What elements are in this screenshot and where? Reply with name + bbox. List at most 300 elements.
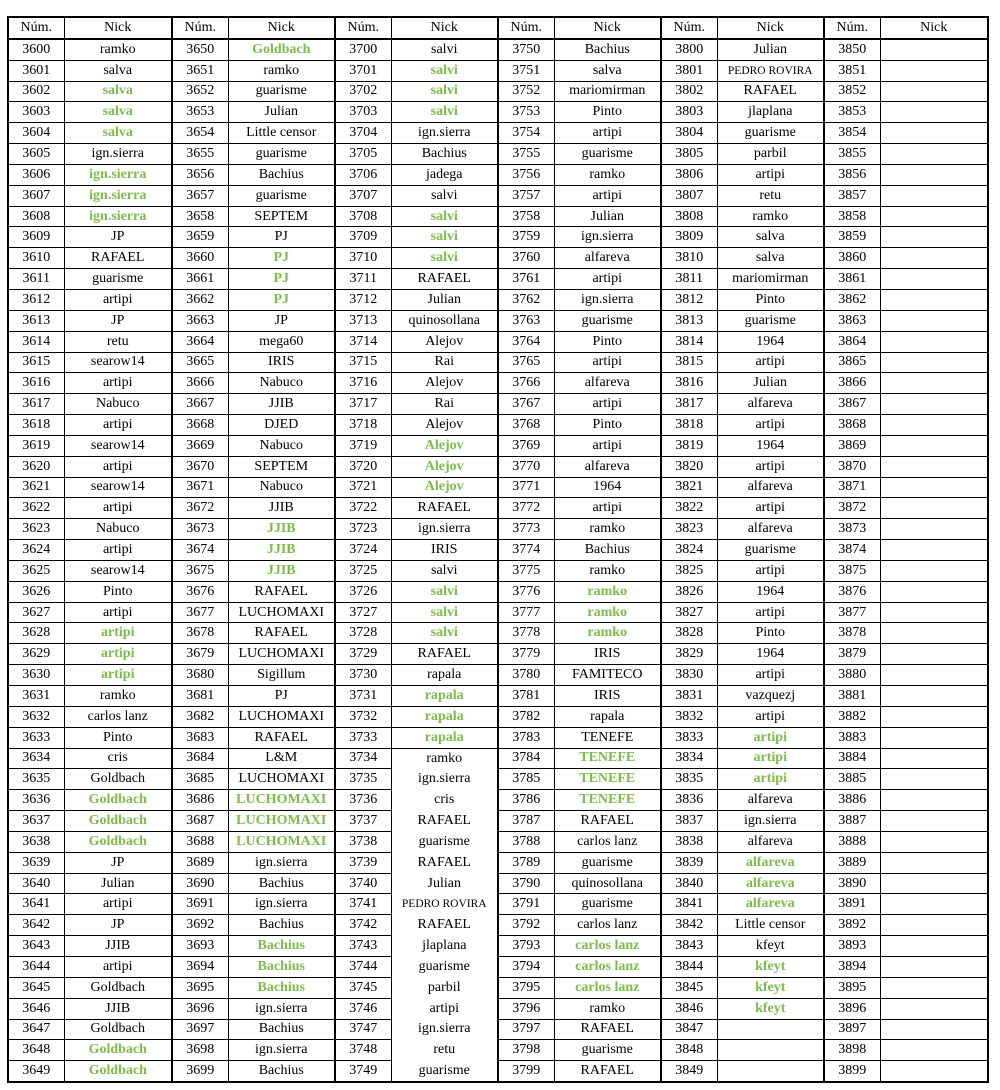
entry-number: 3614 xyxy=(8,331,64,352)
entry-number: 3897 xyxy=(824,1019,880,1040)
entry-number: 3898 xyxy=(824,1040,880,1061)
entry-number: 3701 xyxy=(335,60,391,81)
table-row xyxy=(8,102,988,123)
entry-number: 3851 xyxy=(824,60,880,81)
entry-number: 3763 xyxy=(498,310,554,331)
entry-number: 3647 xyxy=(8,1019,64,1040)
entry-nick: kfeyt xyxy=(717,936,824,957)
entry-nick xyxy=(880,331,988,352)
entry-number: 3869 xyxy=(824,435,880,456)
entry-nick xyxy=(880,248,988,269)
entry-nick: PEDRO ROVIRA xyxy=(717,60,824,81)
entry-number: 3621 xyxy=(8,477,64,498)
entry-number: 3601 xyxy=(8,60,64,81)
entry-nick: Pinto xyxy=(64,581,172,602)
header-num: Núm. xyxy=(498,17,554,39)
entry-number: 3677 xyxy=(172,602,228,623)
entry-nick xyxy=(880,144,988,165)
entry-number: 3801 xyxy=(661,60,717,81)
entry-nick: salvi xyxy=(391,39,498,60)
entry-nick xyxy=(880,665,988,686)
entry-nick: Alejov xyxy=(391,435,498,456)
entry-number: 3826 xyxy=(661,581,717,602)
entry-number: 3771 xyxy=(498,477,554,498)
entry-nick: kfeyt xyxy=(717,977,824,998)
entry-nick: guarisme xyxy=(554,1040,661,1061)
entry-nick: quinosollana xyxy=(391,310,498,331)
table-row xyxy=(8,498,988,519)
table-row xyxy=(8,769,988,790)
header-nick: Nick xyxy=(228,17,335,39)
entry-number: 3635 xyxy=(8,769,64,790)
entry-nick: guarisme xyxy=(64,269,172,290)
entry-nick: TENEFE xyxy=(554,790,661,811)
entry-nick: JP xyxy=(228,310,335,331)
entry-number: 3867 xyxy=(824,394,880,415)
entry-number: 3765 xyxy=(498,352,554,373)
entry-number: 3709 xyxy=(335,227,391,248)
entry-number: 3875 xyxy=(824,560,880,581)
entry-nick: parbil xyxy=(427,979,461,995)
entry-number: 3755 xyxy=(498,144,554,165)
entry-number: 3655 xyxy=(172,144,228,165)
entry-number: 3711 xyxy=(335,269,391,290)
entry-number: 3756 xyxy=(498,164,554,185)
entry-number: 3899 xyxy=(824,1061,880,1082)
entry-number: 3651 xyxy=(172,60,228,81)
entry-number: 3762 xyxy=(498,289,554,310)
entry-nick xyxy=(880,560,988,581)
entry-number: 3882 xyxy=(824,706,880,727)
entry-nick xyxy=(880,394,988,415)
entry-number: 3809 xyxy=(661,227,717,248)
entry-nick: ign.sierra xyxy=(418,1021,471,1037)
entry-number: 3622 xyxy=(8,498,64,519)
entry-number: 3712 xyxy=(335,289,391,310)
entry-nick xyxy=(880,540,988,561)
entry-number: 3774 xyxy=(498,540,554,561)
entry-nick xyxy=(880,39,988,60)
entry-nick: carlos lanz xyxy=(554,915,661,936)
entry-number: 3842 xyxy=(661,915,717,936)
entry-nick: artipi xyxy=(554,394,661,415)
entry-nick: ign.sierra xyxy=(64,144,172,165)
entry-nick: Nabuco xyxy=(64,394,172,415)
entry-nick: RAFAEL xyxy=(228,727,335,748)
entry-nick: RAFAEL xyxy=(554,811,661,832)
entry-nick: IRIS xyxy=(228,352,335,373)
entry-number: 3768 xyxy=(498,415,554,436)
entry-nick: TENEFE xyxy=(554,769,661,790)
entry-nick xyxy=(880,352,988,373)
entry-nick xyxy=(880,123,988,144)
table-row xyxy=(8,831,988,852)
entry-number: 3865 xyxy=(824,352,880,373)
entry-number: 3644 xyxy=(8,956,64,977)
entry-number: 3825 xyxy=(661,560,717,581)
entry-number: 3893 xyxy=(824,936,880,957)
entry-nick: JJIB xyxy=(228,540,335,561)
entry-number: 3743 xyxy=(335,936,391,957)
entry-number: 3887 xyxy=(824,811,880,832)
entry-nick: searow14 xyxy=(64,352,172,373)
entry-number: 3667 xyxy=(172,394,228,415)
entry-nick: kfeyt xyxy=(717,956,824,977)
entry-nick: guarisme xyxy=(717,123,824,144)
entry-number: 3615 xyxy=(8,352,64,373)
entry-nick: Goldbach xyxy=(64,831,172,852)
entry-number: 3680 xyxy=(172,665,228,686)
entry-nick: L&M xyxy=(228,748,335,769)
entry-nick: Goldbach xyxy=(64,1061,172,1082)
entry-nick: artipi xyxy=(554,185,661,206)
entry-number: 3673 xyxy=(172,519,228,540)
entry-number: 3837 xyxy=(661,811,717,832)
entry-number: 3710 xyxy=(335,248,391,269)
entry-number: 3657 xyxy=(172,185,228,206)
entry-number: 3856 xyxy=(824,164,880,185)
entry-nick xyxy=(880,60,988,81)
entry-nick: carlos lanz xyxy=(554,936,661,957)
entry-number: 3656 xyxy=(172,164,228,185)
entry-nick: Goldbach xyxy=(64,977,172,998)
entry-number: 3802 xyxy=(661,81,717,102)
entry-number: 3773 xyxy=(498,519,554,540)
entry-nick: searow14 xyxy=(64,477,172,498)
entry-nick: guarisme xyxy=(228,144,335,165)
entry-nick xyxy=(880,977,988,998)
header-num: Núm. xyxy=(335,17,391,39)
entry-nick: ign.sierra xyxy=(228,998,335,1019)
entry-number: 3797 xyxy=(498,1019,554,1040)
table-row xyxy=(8,435,988,456)
entry-nick: salvi xyxy=(391,227,498,248)
entry-nick: ign.sierra xyxy=(228,852,335,873)
entry-nick: alfareva xyxy=(554,248,661,269)
entry-nick xyxy=(880,581,988,602)
entry-number: 3702 xyxy=(335,81,391,102)
entry-number: 3847 xyxy=(661,1019,717,1040)
entry-nick: Bachius xyxy=(228,956,335,977)
entry-nick xyxy=(880,81,988,102)
entry-number: 3852 xyxy=(824,81,880,102)
entry-number: 3639 xyxy=(8,852,64,873)
entry-number: 3733 xyxy=(335,727,391,748)
entry-number: 3669 xyxy=(172,435,228,456)
entry-nick: SEPTEM xyxy=(228,206,335,227)
entry-number: 3776 xyxy=(498,581,554,602)
entry-nick: 1964 xyxy=(717,581,824,602)
entry-number: 3781 xyxy=(498,686,554,707)
entry-number: 3732 xyxy=(335,706,391,727)
entry-nick: rapala xyxy=(391,727,498,748)
entry-number: 3770 xyxy=(498,456,554,477)
entry-number: 3603 xyxy=(8,102,64,123)
entry-nick: ramko xyxy=(554,560,661,581)
entry-nick: RAFAEL xyxy=(417,917,471,933)
entry-nick: ramko xyxy=(554,164,661,185)
header-nick: Nick xyxy=(64,17,172,39)
entry-nick xyxy=(880,310,988,331)
entry-number: 3777 xyxy=(498,602,554,623)
nick-registry-table xyxy=(7,16,989,1083)
entry-number: 3641 xyxy=(8,894,64,915)
entry-nick: artipi xyxy=(554,435,661,456)
entry-number: 3633 xyxy=(8,727,64,748)
entry-nick: Pinto xyxy=(554,102,661,123)
entry-nick: guarisme xyxy=(228,185,335,206)
entry-nick xyxy=(880,519,988,540)
entry-nick: artipi xyxy=(717,456,824,477)
entry-number: 3806 xyxy=(661,164,717,185)
entry-number: 3812 xyxy=(661,289,717,310)
entry-nick: artipi xyxy=(717,352,824,373)
table-row xyxy=(8,936,988,957)
entry-nick: Bachius xyxy=(228,873,335,894)
entry-number: 3860 xyxy=(824,248,880,269)
table-row xyxy=(8,873,988,894)
entry-number: 3682 xyxy=(172,706,228,727)
entry-number: 3640 xyxy=(8,873,64,894)
entry-number: 3803 xyxy=(661,102,717,123)
entry-number: 3863 xyxy=(824,310,880,331)
entry-nick: jlaplana xyxy=(717,102,824,123)
entry-nick: retu xyxy=(717,185,824,206)
entry-nick: ign.sierra xyxy=(64,164,172,185)
entry-nick: Bachius xyxy=(228,164,335,185)
entry-number: 3728 xyxy=(335,623,391,644)
entry-nick xyxy=(880,164,988,185)
entry-nick: artipi xyxy=(64,644,172,665)
entry-number: 3718 xyxy=(335,415,391,436)
entry-number: 3758 xyxy=(498,206,554,227)
entry-nick: artipi xyxy=(554,498,661,519)
entry-nick: ign.sierra xyxy=(64,185,172,206)
entry-number: 3844 xyxy=(661,956,717,977)
entry-number: 3881 xyxy=(824,686,880,707)
table-row xyxy=(8,977,988,998)
entry-number: 3824 xyxy=(661,540,717,561)
entry-nick: LUCHOMAXI xyxy=(228,831,335,852)
entry-nick: PJ xyxy=(228,227,335,248)
entry-number: 3618 xyxy=(8,415,64,436)
entry-nick: Goldbach xyxy=(64,769,172,790)
entry-nick xyxy=(880,831,988,852)
entry-nick xyxy=(880,644,988,665)
entry-number: 3679 xyxy=(172,644,228,665)
entry-nick: JP xyxy=(64,310,172,331)
entry-number: 3845 xyxy=(661,977,717,998)
entry-nick: artipi xyxy=(717,602,824,623)
entry-number: 3775 xyxy=(498,560,554,581)
entry-nick: artipi xyxy=(717,769,824,790)
entry-number: 3611 xyxy=(8,269,64,290)
entry-nick: LUCHOMAXI xyxy=(228,706,335,727)
table-row xyxy=(8,123,988,144)
header-nick: Nick xyxy=(880,17,988,39)
entry-number: 3705 xyxy=(335,144,391,165)
entry-nick: artipi xyxy=(64,602,172,623)
entry-nick: salva xyxy=(64,123,172,144)
table-row xyxy=(8,998,988,1019)
entry-number: 3749 xyxy=(335,1061,391,1082)
entry-number: 3636 xyxy=(8,790,64,811)
entry-nick: RAFAEL xyxy=(417,812,471,828)
entry-number: 3799 xyxy=(498,1061,554,1082)
entry-nick: guarisme xyxy=(418,833,470,849)
entry-nick: ramko xyxy=(64,686,172,707)
entry-nick: Bachius xyxy=(228,1019,335,1040)
header-nick: Nick xyxy=(554,17,661,39)
entry-number: 3807 xyxy=(661,185,717,206)
entry-nick: JJIB xyxy=(228,498,335,519)
entry-nick: ramko xyxy=(64,39,172,60)
entry-nick: RAFAEL xyxy=(391,498,498,519)
entry-number: 3714 xyxy=(335,331,391,352)
entry-nick: cris xyxy=(434,792,455,808)
entry-nick: Pinto xyxy=(554,331,661,352)
entry-number: 3757 xyxy=(498,185,554,206)
entry-number: 3795 xyxy=(498,977,554,998)
entry-number: 3849 xyxy=(661,1061,717,1082)
entry-number: 3746 xyxy=(335,998,391,1019)
entry-nick: Julian xyxy=(427,875,461,891)
entry-nick: 1964 xyxy=(554,477,661,498)
entry-nick: Alejov xyxy=(391,477,498,498)
entry-number: 3811 xyxy=(661,269,717,290)
entry-number: 3814 xyxy=(661,331,717,352)
entry-number: 3772 xyxy=(498,498,554,519)
table-row xyxy=(8,956,988,977)
entry-number: 3883 xyxy=(824,727,880,748)
entry-nick: Julian xyxy=(554,206,661,227)
entry-nick: salvi xyxy=(391,81,498,102)
entry-number: 3767 xyxy=(498,394,554,415)
entry-number: 3759 xyxy=(498,227,554,248)
entry-number: 3627 xyxy=(8,602,64,623)
entry-number: 3836 xyxy=(661,790,717,811)
entry-nick: Pinto xyxy=(717,623,824,644)
entry-nick: artipi xyxy=(717,748,824,769)
entry-number: 3734 xyxy=(335,748,391,769)
entry-number: 3752 xyxy=(498,81,554,102)
entry-nick xyxy=(880,602,988,623)
entry-nick xyxy=(880,206,988,227)
entry-number: 3613 xyxy=(8,310,64,331)
entry-number: 3619 xyxy=(8,435,64,456)
header-nick: Nick xyxy=(717,17,824,39)
entry-number: 3693 xyxy=(172,936,228,957)
entry-number: 3628 xyxy=(8,623,64,644)
entry-number: 3606 xyxy=(8,164,64,185)
entry-nick: artipi xyxy=(717,164,824,185)
entry-number: 3626 xyxy=(8,581,64,602)
entry-nick: mariomirman xyxy=(717,269,824,290)
entry-number: 3866 xyxy=(824,373,880,394)
entry-number: 3828 xyxy=(661,623,717,644)
entry-number: 3738 xyxy=(335,831,391,852)
entry-number: 3862 xyxy=(824,289,880,310)
entry-number: 3623 xyxy=(8,519,64,540)
entry-nick: artipi xyxy=(64,373,172,394)
entry-nick: searow14 xyxy=(64,435,172,456)
table-row xyxy=(8,1019,988,1040)
entry-number: 3747 xyxy=(335,1019,391,1040)
entry-nick: artipi xyxy=(717,665,824,686)
entry-nick: artipi xyxy=(64,415,172,436)
entry-nick xyxy=(880,748,988,769)
entry-number: 3726 xyxy=(335,581,391,602)
entry-number: 3642 xyxy=(8,915,64,936)
entry-nick: IRIS xyxy=(391,540,498,561)
entry-nick: Goldbach xyxy=(228,39,335,60)
table-row xyxy=(8,227,988,248)
table-row xyxy=(8,540,988,561)
entry-nick: guarisme xyxy=(418,958,470,974)
entry-number: 3785 xyxy=(498,769,554,790)
entry-nick: artipi xyxy=(554,123,661,144)
entry-number: 3675 xyxy=(172,560,228,581)
entry-nick xyxy=(880,185,988,206)
entry-nick: carlos lanz xyxy=(64,706,172,727)
entry-number: 3827 xyxy=(661,602,717,623)
entry-number: 3671 xyxy=(172,477,228,498)
entry-number: 3894 xyxy=(824,956,880,977)
entry-number: 3885 xyxy=(824,769,880,790)
entry-nick: IRIS xyxy=(554,686,661,707)
entry-nick xyxy=(880,623,988,644)
entry-number: 3855 xyxy=(824,144,880,165)
entry-nick xyxy=(880,456,988,477)
entry-number: 3646 xyxy=(8,998,64,1019)
entry-number: 3789 xyxy=(498,852,554,873)
entry-number: 3890 xyxy=(824,873,880,894)
entry-nick xyxy=(880,894,988,915)
entry-nick: JJIB xyxy=(228,560,335,581)
entry-number: 3792 xyxy=(498,915,554,936)
entry-nick: JP xyxy=(64,227,172,248)
entry-number: 3730 xyxy=(335,665,391,686)
entry-nick: parbil xyxy=(717,144,824,165)
entry-number: 3630 xyxy=(8,665,64,686)
entry-number: 3879 xyxy=(824,644,880,665)
entry-number: 3610 xyxy=(8,248,64,269)
entry-nick xyxy=(880,269,988,290)
entry-number: 3874 xyxy=(824,540,880,561)
entry-number: 3744 xyxy=(335,956,391,977)
entry-number: 3704 xyxy=(335,123,391,144)
entry-nick: retu xyxy=(433,1042,456,1058)
entry-number: 3833 xyxy=(661,727,717,748)
entry-nick: ign.sierra xyxy=(554,227,661,248)
entry-number: 3729 xyxy=(335,644,391,665)
entry-nick: IRIS xyxy=(554,644,661,665)
entry-number: 3706 xyxy=(335,164,391,185)
entry-nick: PJ xyxy=(228,248,335,269)
entry-number: 3699 xyxy=(172,1061,228,1082)
entry-nick: artipi xyxy=(64,665,172,686)
entry-nick xyxy=(880,415,988,436)
entry-number: 3662 xyxy=(172,289,228,310)
table-row xyxy=(8,727,988,748)
entry-nick: artipi xyxy=(429,1000,460,1016)
entry-nick: ign.sierra xyxy=(554,289,661,310)
entry-nick: PEDRO ROVIRA xyxy=(401,898,487,911)
entry-number: 3663 xyxy=(172,310,228,331)
entry-number: 3853 xyxy=(824,102,880,123)
entry-number: 3634 xyxy=(8,748,64,769)
entry-nick: guarisme xyxy=(717,310,824,331)
